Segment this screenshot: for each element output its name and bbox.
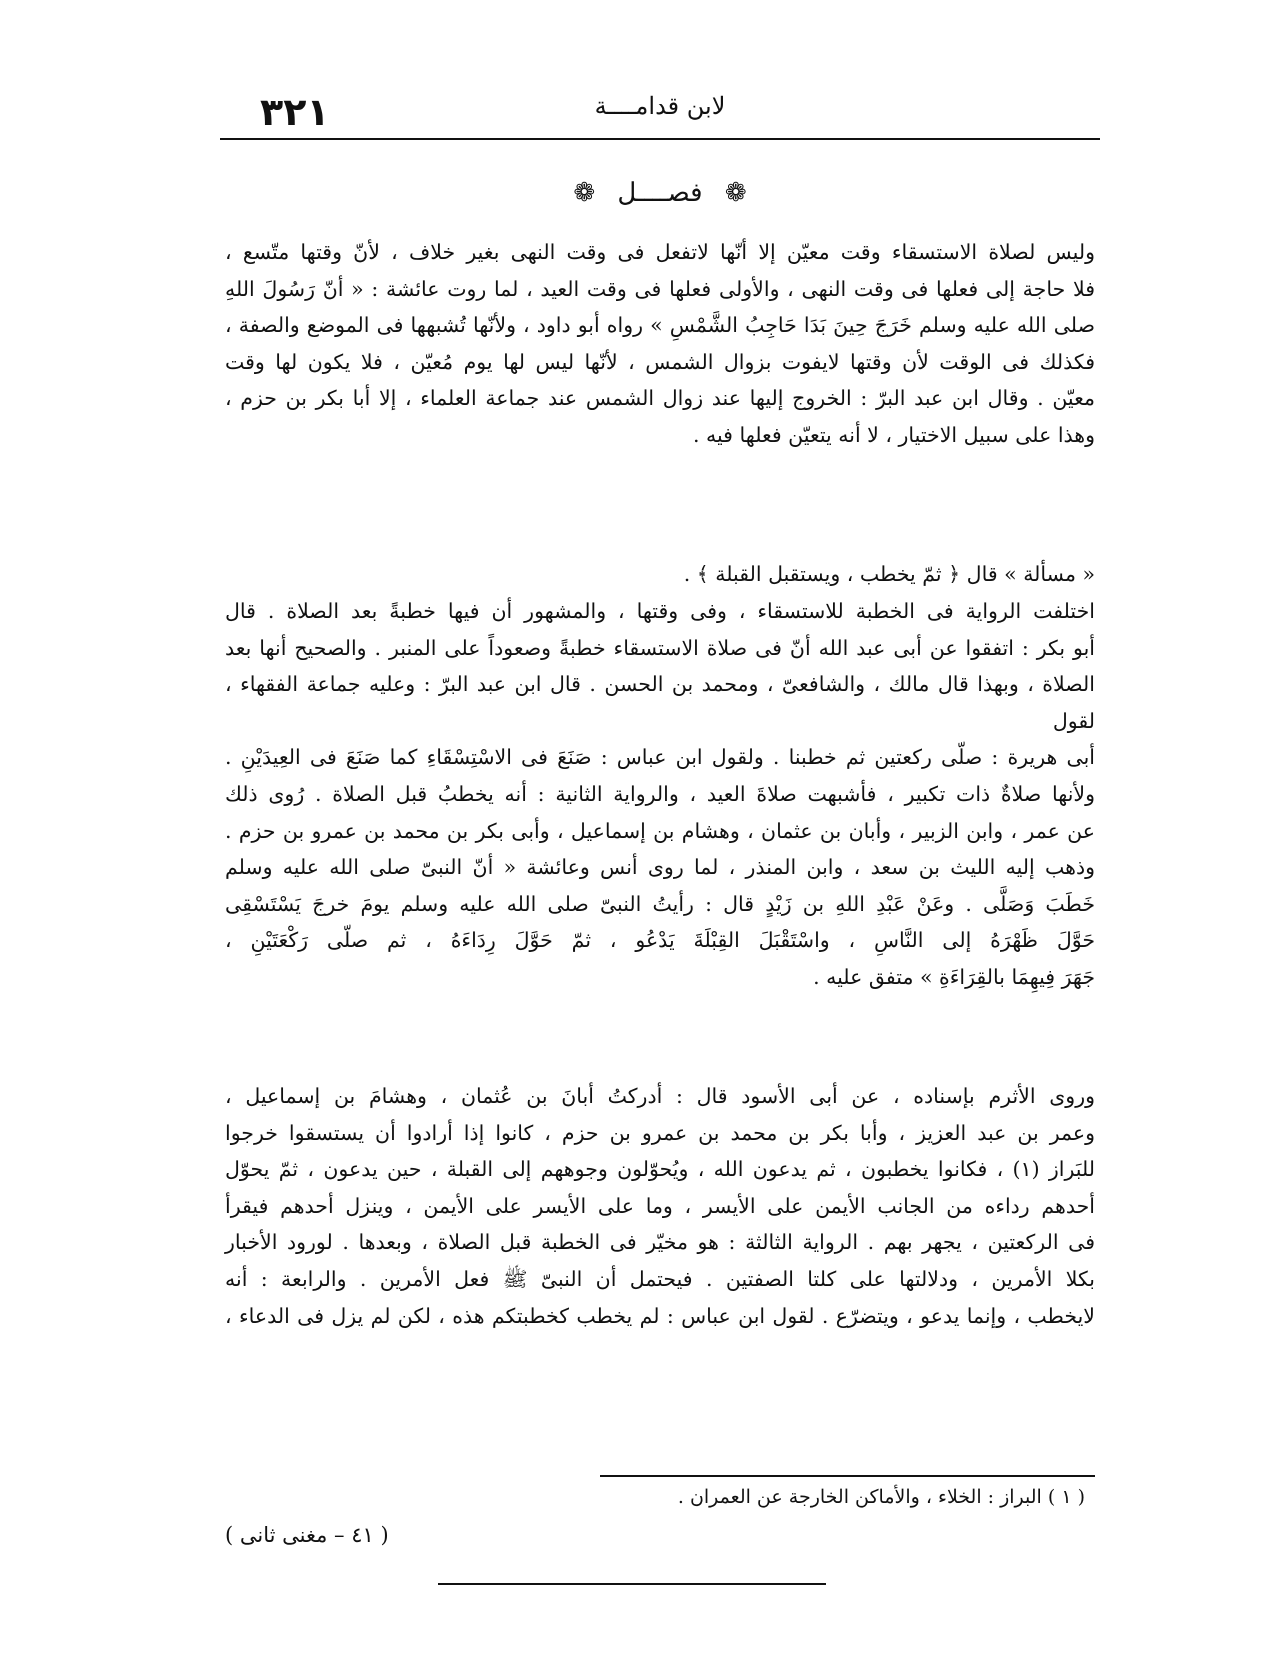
page-header: [220, 88, 1100, 132]
text-line: صلى الله عليه وسلم خَرَجَ حِينَ بَدَا حَاجِبُ الشَّمْسِ » رواه أبو داود ، ولأنّها تُشبهها فى الموضع والصفة ،: [225, 313, 1095, 338]
text-line: عن عمر ، وابن الزبير ، وأبان بن عثمان ، وهشام بن إسماعيل ، وأبى بكر بن محمد بن عمرو بن حزم .: [225, 818, 1096, 843]
ornament-right-icon: ❁: [724, 178, 747, 208]
text-line: جَهَرَ فِيهِمَا بالقِرَاءَةِ » متفق عليه .: [813, 964, 1095, 989]
running-title: لابن قدامــــة: [594, 92, 726, 120]
header-divider: [220, 138, 1100, 140]
text-line: الصلاة ، وبهذا قال مالك ، والشافعىّ ، ومحمد بن الحسن . قال ابن عبد البرّ : وعليه جماعة الفقهاء ، لقول: [225, 672, 1095, 733]
text-line: وذهب إليه الليث بن سعد ، وابن المنذر ، لما روى أنس وعائشة « أنّ النبىّ صلى الله عليه وسلم: [225, 855, 1095, 880]
ornament-left-icon: ❁: [573, 178, 596, 208]
text-line: أبى هريرة : صلّى ركعتين ثم خطبنا . ولقول ابن عباس : صَنَعَ فى الاسْتِسْقَاءِ كما صَنَعَ فى العِيدَيْنِ .: [225, 745, 1096, 770]
page-number: ٣٢١: [260, 90, 330, 134]
text-line: فى الركعتين ، يجهر بهم . الرواية الثالثة : هو مخيّر فى الخطبة قبل الصلاة ، وبعدها . لورود الأخبار: [225, 1230, 1095, 1255]
text-line: لايخطب ، وإنما يدعو ، ويتضرّع . لقول ابن عباس : لم يخطب كخطبتكم هذه ، لكن لم يزل فى الدعاء ،: [225, 1303, 1095, 1328]
paragraph-1: [225, 234, 1095, 454]
text-line: خَطَبَ وَصَلَّى . وعَنْ عَبْدِ اللهِ بن زَيْدٍ قال : رأيتُ النبىّ صلى الله عليه وسلم يومَ خرجَ يَسْتَسْقِى: [225, 891, 1095, 916]
text-line: ولأنها صلاةٌ ذات تكبير ، فأشبهت صلاةَ العيد ، والرواية الثانية : أنه يخطبُ قبل الصلاة . رُوى ذلك: [225, 781, 1095, 806]
footnote: ( ١ ) البراز : الخلاء ، والأماكن الخارجة عن العمران .: [677, 1486, 1085, 1508]
text-line: وروى الأثرم بإسناده ، عن أبى الأسود قال : أدركتُ أبانَ بن عُثمان ، وهشامَ بن إسماعيل ،: [225, 1084, 1095, 1108]
paragraph-2: [225, 593, 1095, 996]
section-title: فصــــل: [617, 178, 703, 208]
text-line: وليس لصلاة الاستسقاء وقت معيّن إلا أنّها لاتفعل فى وقت النهى بغير خلاف ، لأنّ وقتها متّسع ،: [225, 240, 1095, 264]
text-line: حَوَّلَ ظَهْرَهُ إلى النَّاسِ ، واسْتَقْبَلَ القِبْلَةَ يَدْعُو ، ثمّ حَوَّلَ رِدَاءَهُ ، ثم صلّى رَكْعَتَيْنِ ،: [225, 928, 1095, 953]
printer-signature: ( ٤١ – مغنى ثانى ): [225, 1523, 389, 1547]
text-line: للبَراز (١) ، فكانوا يخطبون ، ثم يدعون الله ، ويُحوّلون وجوههم إلى القبلة ، حين يدعون ، ثمّ يحوّل: [225, 1157, 1096, 1182]
text-line: بكلا الأمرين ، ودلالتها على كلتا الصفتين . فيحتمل أن النبىّ ﷺ فعل الأمرين . والرابعة : أنه: [225, 1266, 1095, 1291]
paragraph-3: [225, 1078, 1095, 1334]
question-heading: « مسألة » قال ﴿ ثمّ يخطب ، ويستقبل القبلة ﴾ .: [683, 562, 1095, 586]
text-line: أبو بكر : اتفقوا عن أبى عبد الله أنّ فى صلاة الاستسقاء خطبةً وصعوداً على المنبر . والصحيح أنها بعد: [225, 635, 1095, 660]
section-heading: [220, 178, 1100, 208]
footnote-divider: [600, 1475, 1095, 1477]
text-line: وعمر بن عبد العزيز ، وأبا بكر بن محمد بن عمرو بن حزم ، كانوا إذا أرادوا أن يستسقوا خرجوا: [225, 1120, 1095, 1145]
text-line: فلا حاجة إلى فعلها فى وقت النهى ، والأولى فعلها فى وقت العيد ، لما روت عائشة : « أنّ رَسُولَ اللهِ: [225, 276, 1095, 301]
text-line: أحدهم رداءه من الجانب الأيمن على الأيسر ، وما على الأيسر على الأيمن ، وينزل أحدهم فيقرأ: [225, 1193, 1095, 1218]
text-line: فكذلك فى الوقت لأن وقتها لايفوت بزوال الشمس ، لأنّها ليس لها يوم مُعيّن ، فلا يكون لها وقت: [225, 349, 1095, 374]
text-line: اختلفت الرواية فى الخطبة للاستسقاء ، وفى وقتها ، والمشهور أن فيها خطبةً بعد الصلاة . قال: [225, 599, 1095, 623]
bottom-divider: [438, 1583, 826, 1585]
text-line: معيّن . وقال ابن عبد البرّ : الخروج إليها عند زوال الشمس عند جماعة العلماء ، إلا أبا بكر بن حزم ،: [225, 386, 1095, 411]
text-line: وهذا على سبيل الاختيار ، لا أنه يتعيّن فعلها فيه .: [692, 422, 1095, 447]
